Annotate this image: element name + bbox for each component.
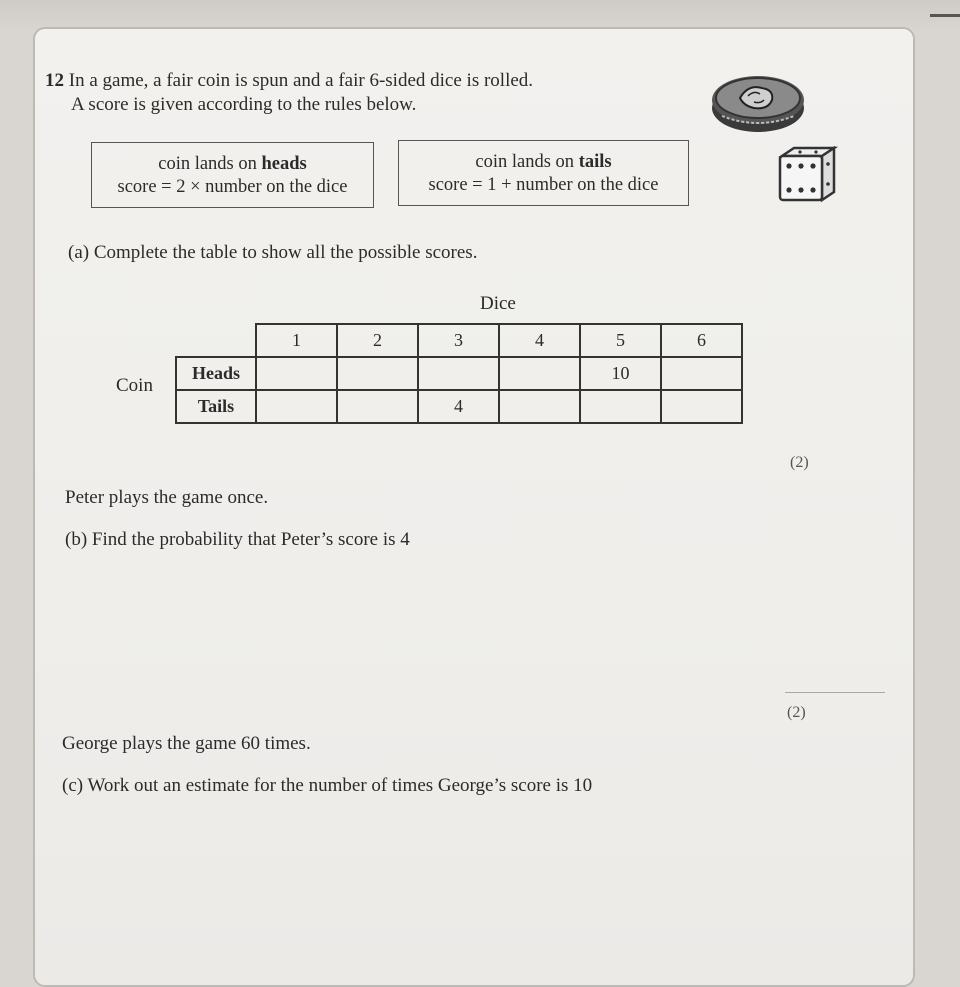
part-a-text: (a) Complete the table to show all the possible scores. [68,242,478,263]
part-a-marks: (2) [790,454,809,471]
part-c-text: (c) Work out an estimate for the number of times George’s score is 10 [62,775,593,796]
heads-rule-box [91,142,374,208]
scores-table [175,323,743,424]
dice-value-1: 1 [256,324,337,357]
table-corner [176,324,256,357]
part-b-text: (b) Find the probability that Peter’s score is 4 [65,529,410,550]
tails-rule-title [399,151,688,174]
score-cell[interactable] [418,357,499,390]
question-number: 12 [45,70,64,91]
score-cell[interactable] [499,390,580,423]
part-b-marks: (2) [787,704,806,721]
tails-rule-prefix: coin lands on [475,152,579,172]
score-cell[interactable] [661,390,742,423]
coin-icon [708,72,808,134]
tails-rule-box [398,140,689,206]
score-cell[interactable] [661,357,742,390]
part-b-intro: Peter plays the game once. [65,487,269,508]
dice-header-row [176,324,742,357]
top-background [0,0,960,30]
heads-rule-formula: score = 2 × number on the dice [117,177,348,197]
dice-value-6: 6 [661,324,742,357]
tails-rule-face: tails [578,152,612,172]
question-text-1: In a game, a fair coin is spun and a fair 6-sided dice is rolled. [68,70,534,91]
part-b-answer-line[interactable] [785,692,885,693]
score-cell[interactable] [580,390,661,423]
score-cell[interactable] [499,357,580,390]
tails-rule-formula: score = 1 + number on the dice [428,175,659,195]
dice-value-3: 3 [418,324,499,357]
score-cell[interactable] [256,390,337,423]
question-text-2: A score is given according to the rules below. [71,94,417,115]
tails-row [176,390,742,423]
coin-label: Coin [116,375,153,396]
heads-row [176,357,742,390]
heads-row-label: Heads [176,357,256,390]
heads-rule-title [92,153,373,176]
part-c-intro: George plays the game 60 times. [62,733,311,754]
score-cell: 4 [418,390,499,423]
score-cell: 10 [580,357,661,390]
dice-label: Dice [480,293,516,314]
dice-value-5: 5 [580,324,661,357]
corner-mark [930,14,960,17]
dice-value-4: 4 [499,324,580,357]
tails-row-label: Tails [176,390,256,423]
score-cell[interactable] [256,357,337,390]
score-cell[interactable] [337,357,418,390]
score-cell[interactable] [337,390,418,423]
dice-value-2: 2 [337,324,418,357]
heads-rule-prefix: coin lands on [158,154,262,174]
heads-rule-face: heads [261,154,307,174]
dice-icon [776,146,838,204]
question-line-1 [45,69,533,93]
